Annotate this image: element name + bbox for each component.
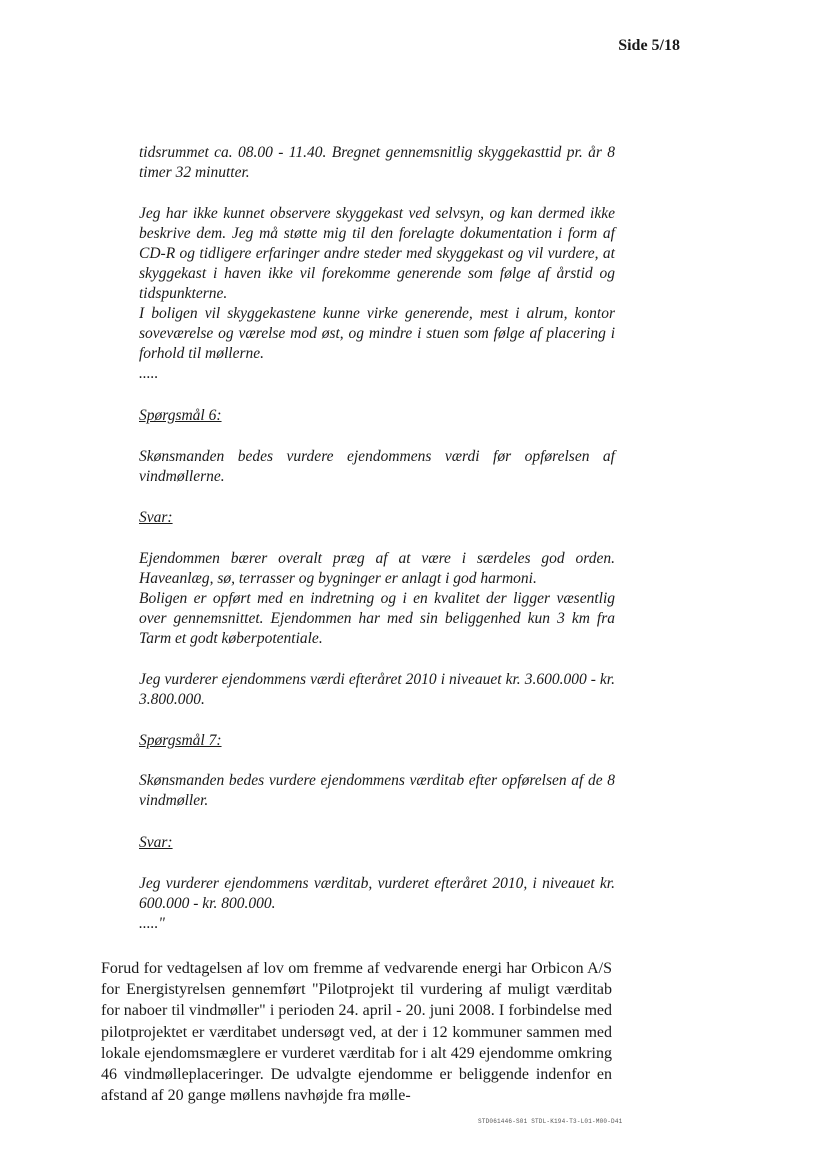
question-6-heading-block bbox=[139, 406, 615, 426]
answer-7-heading: Svar: bbox=[139, 834, 173, 851]
question-7-heading: Spørgsmål 7: bbox=[139, 732, 222, 749]
answer-6-value-block bbox=[139, 670, 615, 710]
answer-6-para-3: Jeg vurderer ejendommens værdi efteråret 2010 i niveauet kr. 3.600.000 - kr. 3.800.000. bbox=[139, 671, 615, 708]
body-paragraph-block bbox=[101, 958, 612, 1106]
question-6-text: Skønsmanden bedes vurdere ejendommens værdi før opførelsen af vindmøllerne. bbox=[139, 448, 615, 485]
question-6-heading: Spørgsmål 6: bbox=[139, 407, 222, 424]
answer-6-heading: Svar: bbox=[139, 509, 173, 526]
para-shadow-time: tidsrummet ca. 08.00 - 11.40. Bregnet gennemsnitlig skyggekasttid pr. år 8 timer 32 minutter. bbox=[139, 144, 615, 181]
body-paragraph: Forud for vedtagelsen af lov om fremme af vedvarende energi har Orbicon A/S for Energistyrelsen gennemført "Pilotprojekt til vurdering af muligt værditab for naboer til vindmøller" i perioden 24. april - 20. juni 2008. I forbindelse med pilotprojektet er værditabet undersøgt ved, at der i 12 kommuner sammen med lokale ejendomsmæglere er vurderet værditab for i alt 429 ejendomme omkring 46 vindmølleplaceringer. De udvalgte ejendomme er beliggende indenfor en afstand af 20 gange møllens navhøjde fra mølle- bbox=[101, 960, 612, 1105]
answer-6-para-1: Ejendommen bærer overalt præg af at være i særdeles god orden. Haveanlæg, sø, terrasser og bygninger er anlagt i god harmoni. bbox=[139, 550, 615, 587]
answer-7-block bbox=[139, 874, 615, 934]
answer-6-heading-block bbox=[139, 508, 615, 528]
quote-block bbox=[139, 204, 615, 384]
answer-6-para-2: Boligen er opført med en indretning og i en kvalitet der ligger væsentlig over gennemsnittet. Ejendommen har med sin beliggenhed kun 3 km fra Tarm et godt køberpotentiale. bbox=[139, 590, 615, 647]
answer-6-block bbox=[139, 549, 615, 649]
para-observation: Jeg har ikke kunnet observere skyggekast ved selvsyn, og kan dermed ikke beskrive dem. Jeg må støtte mig til den forelagte dokumentation i form af CD-R og tidligere erfaringer andre steder med skyggekast og vil vurdere, at skyggekast i haven ikke vil forekomme generende som følge af årstid og tidspunkterne. bbox=[139, 205, 615, 302]
footer-code: STD061446-S01 STDL-K194-T3-L01-M00-D41 bbox=[478, 1118, 623, 1125]
quote-block bbox=[139, 143, 615, 183]
question-7-heading-block bbox=[139, 731, 615, 751]
question-6-block bbox=[139, 447, 615, 487]
page-number: Side 5/18 bbox=[618, 37, 680, 54]
ellipsis: ..... bbox=[139, 365, 159, 382]
answer-7-heading-block bbox=[139, 833, 615, 853]
answer-7-text: Jeg vurderer ejendommens værditab, vurderet efteråret 2010, i niveauet kr. 600.000 - kr. 800.000. bbox=[139, 875, 615, 912]
para-residence: I boligen vil skyggekastene kunne virke generende, mest i alrum, kontor soveværelse og værelse mod øst, og mindre i stuen som følge af placering i forhold til møllerne. bbox=[139, 305, 615, 362]
ellipsis: ....." bbox=[139, 915, 165, 932]
question-7-block bbox=[139, 771, 615, 811]
question-7-text: Skønsmanden bedes vurdere ejendommens værditab efter opførelsen af de 8 vindmøller. bbox=[139, 772, 615, 809]
